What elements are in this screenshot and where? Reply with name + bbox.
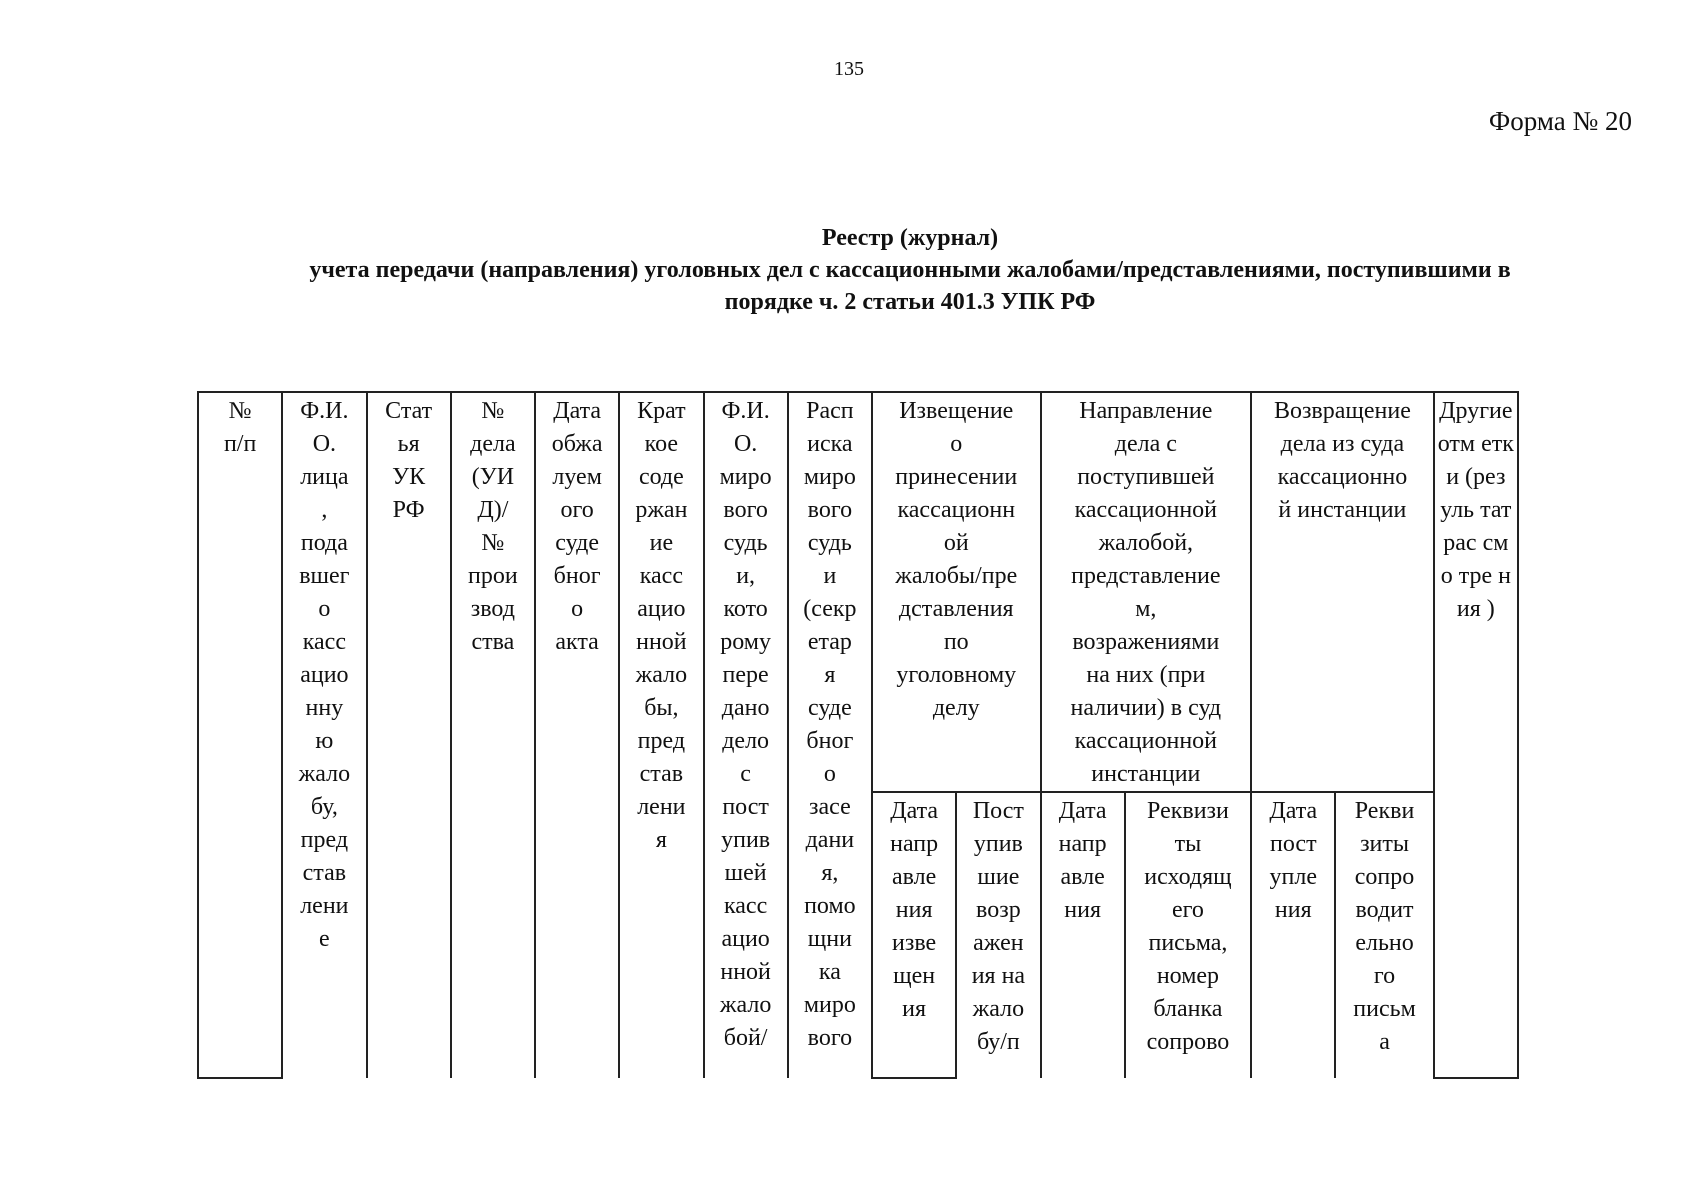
subheader-cover-letter: Рекви зиты сопро водит ельно го письм а <box>1335 792 1433 1078</box>
header-cell-receipt: Расп иска миро вого судь и (секр етар я суде бног о засе дани я, помо щни ка миро вого <box>788 392 872 1078</box>
header-cell-judge: Ф.И. О. миро вого судь и, кото рому пере дано дело с пост упив шей касс ацио нной жало бой/ <box>704 392 788 1078</box>
header-cell-case-number: № дела (УИ Д)/ № прои звод ства <box>451 392 535 1078</box>
form-number: Форма № 20 <box>1488 106 1632 136</box>
header-cell-complainant: Ф.И. О. лица , пода вшег о касс ацио нну ю жало бу, пред став лени е <box>282 392 366 1078</box>
header-cell-summary: Крат кое соде ржан ие касс ацио нной жало бы, пред став лени я <box>619 392 703 1078</box>
page-number: 135 <box>834 58 864 80</box>
group-header-return: Возвращение дела из суда кассационно й инстанции <box>1251 392 1434 792</box>
header-cell-article: Стат ья УК РФ <box>367 392 451 1078</box>
subheader-notification-date: Дата напр авле ния изве щен ия <box>872 792 956 1078</box>
subheader-dispatch-date: Дата напр авле ния <box>1041 792 1125 1078</box>
title-line-2: учета передачи (направления) уголовных дел с кассационными жалобами/представлениями, поступившими в <box>309 257 1511 283</box>
group-header-dispatch: Направление дела с поступившей кассационной жалобой, представление м, возражениями на них (при наличии) в суд кассационной инстанции <box>1041 392 1252 792</box>
title-line-1: Реестр (журнал) <box>821 225 999 251</box>
header-cell-number: № п/п <box>198 392 282 1078</box>
header-row <box>198 392 1518 792</box>
subheader-receipt-date: Дата пост упле ния <box>1251 792 1335 1078</box>
subheader-objections: Пост упив шие возр ажен ия на жало бу/п <box>956 792 1040 1078</box>
document-title <box>180 222 1640 318</box>
group-header-notification: Извещение о принесении кассационн ой жалобы/пре дставления по уголовному делу <box>872 392 1041 792</box>
header-cell-act-date: Дата обжа луем ого суде бног о акта <box>535 392 619 1078</box>
register-table <box>197 391 1519 1079</box>
subheader-outgoing-letter: Реквизи ты исходящ его письма, номер бланка сопрово <box>1125 792 1251 1078</box>
header-cell-other-notes: Другие отм етк и (рез уль тат рас смо тре ния ) <box>1434 392 1518 1078</box>
title-line-3: порядке ч. 2 статьи 401.3 УПК РФ <box>724 289 1096 315</box>
